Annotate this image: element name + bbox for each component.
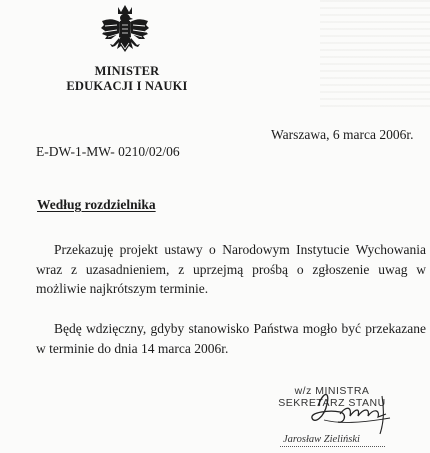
body-paragraph-1 <box>36 240 426 299</box>
signature-title-line-1: MINISTRA <box>315 385 370 397</box>
signatory-name: Jarosław Zieliński <box>283 434 360 445</box>
bleed-through-shadow <box>320 0 430 110</box>
body-paragraph-2 <box>36 319 426 358</box>
place-and-date: Warszawa, 6 marca 2006r. <box>271 127 414 142</box>
ministry-name: EDUKACJI I NAUKI <box>66 79 188 93</box>
ministry-title: MINISTER <box>94 64 160 78</box>
signature-prefix: w/z <box>294 385 312 397</box>
body-paragraph-1-text: Przekazuję projekt ustawy o Narodowym Instytucie Wychowania wraz z uzasadnieniem, z uprzejmą prośbą o zgłoszenie uwag w możliwie najkrótszym terminie. <box>36 242 426 296</box>
polish-eagle-emblem-icon <box>99 3 151 59</box>
body-paragraph-2-text: Będę wdzięczny, gdyby stanowisko Państwa mogło być przekazane w terminie do dnia 14 marca 2006r. <box>36 321 426 356</box>
addressee-heading: Według rozdzielnika <box>37 197 156 212</box>
ministry-header <box>52 64 202 94</box>
signature-dotted-line <box>280 446 385 447</box>
reference-number: E-DW-1-MW- 0210/02/06 <box>36 144 180 159</box>
signature-title-line-2: SEKRETARZ STANU <box>278 397 386 409</box>
